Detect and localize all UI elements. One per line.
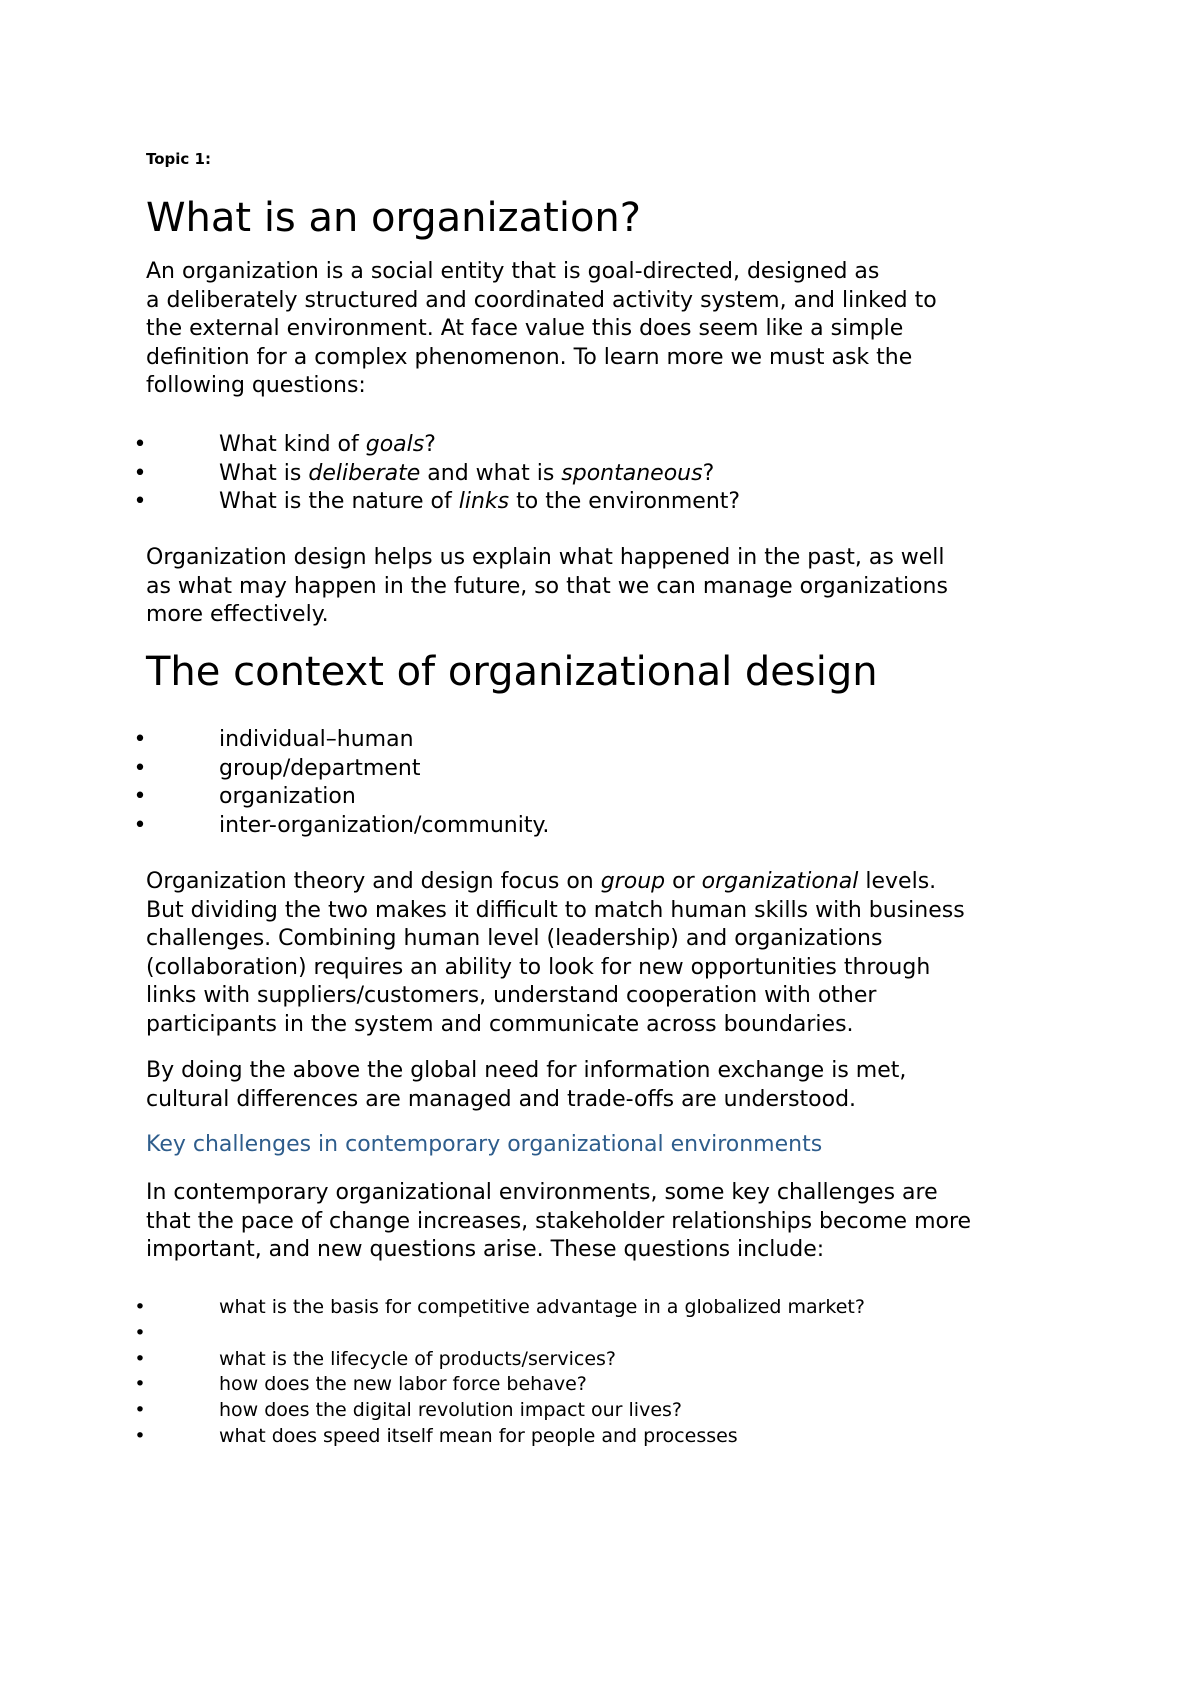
bullet-icon: • bbox=[133, 432, 147, 457]
challenges-paragraph: In contemporary organizational environments, some key challenges are that the pace of change increases, stakeholder relationships become more important, and new questions arise. These questions include: bbox=[146, 1180, 972, 1262]
heading-context-of-design: The context of organizational design bbox=[146, 649, 878, 695]
topic-label: Topic 1: bbox=[146, 150, 211, 168]
intro-paragraph bbox=[146, 258, 1096, 401]
bullet-icon: • bbox=[133, 755, 147, 781]
list-item: • organization bbox=[0, 783, 1200, 812]
list-item: • What is deliberate and what is spontaneous? bbox=[0, 460, 1200, 489]
heading-key-challenges: Key challenges in contemporary organizational environments bbox=[146, 1132, 823, 1157]
list-item: • what is the lifecycle of products/services? bbox=[0, 1347, 1200, 1373]
list-item bbox=[0, 1321, 1200, 1347]
bullet-icon: • bbox=[134, 1424, 146, 1447]
list-item: • What is the nature of links to the environment? bbox=[0, 488, 1200, 517]
list-item: • individual–human bbox=[0, 726, 1200, 755]
bullet-icon: • bbox=[133, 460, 147, 486]
bullet-icon: • bbox=[133, 784, 147, 809]
list-item: • what does speed itself mean for people and processes bbox=[0, 1424, 1200, 1450]
intro-line: An organization is a social entity that is goal-directed, designed as bbox=[146, 259, 880, 284]
list-item: • what is the basis for competitive advantage in a globalized market? bbox=[0, 1295, 1200, 1321]
bullet-icon: • bbox=[134, 1321, 146, 1344]
bullet-icon: • bbox=[134, 1296, 146, 1318]
intro-line: definition for a complex phenomenon. To learn more we must ask the bbox=[146, 344, 913, 370]
bullet-icon: • bbox=[133, 727, 147, 752]
challenge-questions-list bbox=[0, 1295, 1200, 1450]
list-item: • What kind of goals? bbox=[0, 431, 1200, 460]
intro-line: following questions: bbox=[146, 373, 366, 398]
heading-what-is-organization: What is an organization? bbox=[146, 195, 641, 241]
global-paragraph: By doing the above the global need for information exchange is met, cultural differences are managed and trade-offs are understood. bbox=[146, 1058, 907, 1112]
bullet-icon: • bbox=[133, 812, 147, 838]
intro-line: the external environment. At face value this does seem like a simple bbox=[146, 316, 904, 341]
bullet-icon: • bbox=[133, 489, 147, 514]
levels-list bbox=[0, 726, 1200, 840]
bullet-icon: • bbox=[134, 1373, 146, 1396]
list-item: • how does the digital revolution impact our lives? bbox=[0, 1398, 1200, 1424]
design-paragraph: Organization design helps us explain what happened in the past, as well as what may happen in the future, so that we can manage organizations more effectively. bbox=[146, 545, 948, 627]
list-item: • inter-organization/community. bbox=[0, 812, 1200, 841]
questions-list bbox=[0, 431, 1200, 517]
bullet-icon: • bbox=[134, 1399, 146, 1422]
list-item: • how does the new labor force behave? bbox=[0, 1372, 1200, 1398]
bullet-icon: • bbox=[134, 1347, 146, 1370]
theory-paragraph: Organization theory and design focus on group or organizational levels. But dividing the two makes it difficult to match human skills with business challenges. Combining human level (leadership) and organizations (collaboration) requires an ability to look for new opportunities through links with suppliers/customers, understand cooperation with other participants in the system and communicate across boundaries. bbox=[146, 869, 965, 1037]
intro-line: a deliberately structured and coordinated activity system, and linked to bbox=[146, 287, 937, 313]
list-item: • group/department bbox=[0, 755, 1200, 784]
